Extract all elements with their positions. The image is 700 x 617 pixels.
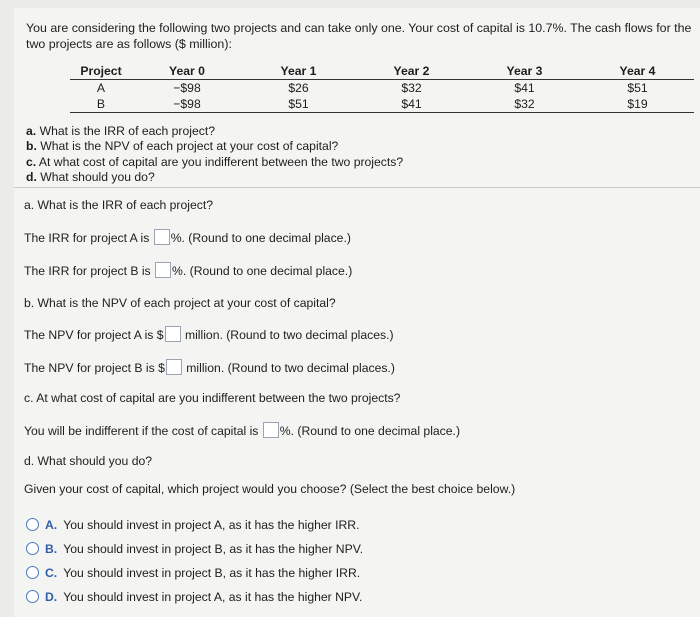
option-b[interactable]: B. You should invest in project B, as it has the higher NPV. bbox=[26, 542, 363, 556]
irr-a-row: The IRR for project A is %. (Round to one decimal place.) bbox=[24, 231, 351, 245]
table-cell: −$98 bbox=[173, 81, 201, 95]
table-cell: B bbox=[70, 96, 132, 113]
table-header: Year 3 bbox=[468, 63, 581, 80]
table-header: Year 2 bbox=[355, 63, 468, 80]
cash-flow-table bbox=[70, 63, 694, 113]
npv-a-input[interactable] bbox=[165, 326, 181, 342]
table-cell: $19 bbox=[581, 96, 694, 113]
table-cell: $32 bbox=[401, 81, 422, 95]
npv-b-input[interactable] bbox=[166, 359, 182, 375]
radio-icon[interactable] bbox=[26, 590, 39, 603]
irr-a-input[interactable] bbox=[154, 229, 170, 245]
table-header: Year 1 bbox=[242, 63, 355, 80]
section-divider bbox=[14, 187, 700, 188]
question-item: c. At what cost of capital are you indifferent between the two projects? bbox=[26, 154, 404, 169]
question-item: d. What should you do? bbox=[26, 169, 155, 184]
radio-icon[interactable] bbox=[26, 566, 39, 579]
irr-b-input[interactable] bbox=[155, 262, 171, 278]
table-header: Year 0 bbox=[132, 63, 242, 80]
table-header: Year 4 bbox=[581, 63, 694, 80]
choice-prompt: Given your cost of capital, which project would you choose? (Select the best choice below.) bbox=[24, 482, 516, 496]
table-cell: A bbox=[96, 81, 106, 95]
part-b-heading: b. What is the NPV of each project at your cost of capital? bbox=[24, 296, 336, 310]
question-list bbox=[26, 124, 403, 185]
question-item: b. What is the NPV of each project at your cost of capital? bbox=[26, 139, 339, 154]
table-cell: $41 bbox=[355, 96, 468, 113]
option-c[interactable]: C. You should invest in project B, as it has the higher IRR. bbox=[26, 566, 360, 580]
table-cell: $26 bbox=[288, 81, 309, 95]
table-row bbox=[70, 80, 694, 97]
problem-page bbox=[14, 8, 700, 617]
table-cell: $41 bbox=[514, 81, 535, 95]
table-cell: $51 bbox=[627, 81, 648, 95]
intro-text: You are considering the following two projects and can take only one. Your cost of capital is 10.7%. The cash flows for the two projects are as follows ($ million): bbox=[26, 21, 692, 51]
table-header: Project bbox=[70, 63, 132, 80]
question-item: a. What is the IRR of each project? bbox=[26, 124, 216, 138]
table-cell: −$98 bbox=[132, 96, 242, 113]
part-d-heading: d. What should you do? bbox=[24, 454, 153, 468]
npv-b-row: The NPV for project B is $ million. (Round to two decimal places.) bbox=[24, 361, 395, 375]
option-d[interactable]: D. You should invest in project A, as it has the higher NPV. bbox=[26, 590, 362, 604]
indifference-rate-input[interactable] bbox=[263, 422, 279, 438]
part-a-heading: a. What is the IRR of each project? bbox=[24, 198, 213, 212]
radio-icon[interactable] bbox=[26, 518, 39, 531]
npv-a-row: The NPV for project A is $ million. (Round to two decimal places.) bbox=[24, 328, 394, 342]
indifference-row: You will be indifferent if the cost of capital is %. (Round to one decimal place.) bbox=[24, 424, 460, 438]
table-cell: $32 bbox=[468, 96, 581, 113]
table-row bbox=[70, 96, 694, 113]
irr-b-row: The IRR for project B is %. (Round to one decimal place.) bbox=[24, 264, 353, 278]
option-a[interactable]: A. You should invest in project A, as it has the higher IRR. bbox=[26, 518, 359, 532]
radio-icon[interactable] bbox=[26, 542, 39, 555]
part-c-heading: c. At what cost of capital are you indifferent between the two projects? bbox=[24, 391, 401, 405]
table-cell: $51 bbox=[242, 96, 355, 113]
